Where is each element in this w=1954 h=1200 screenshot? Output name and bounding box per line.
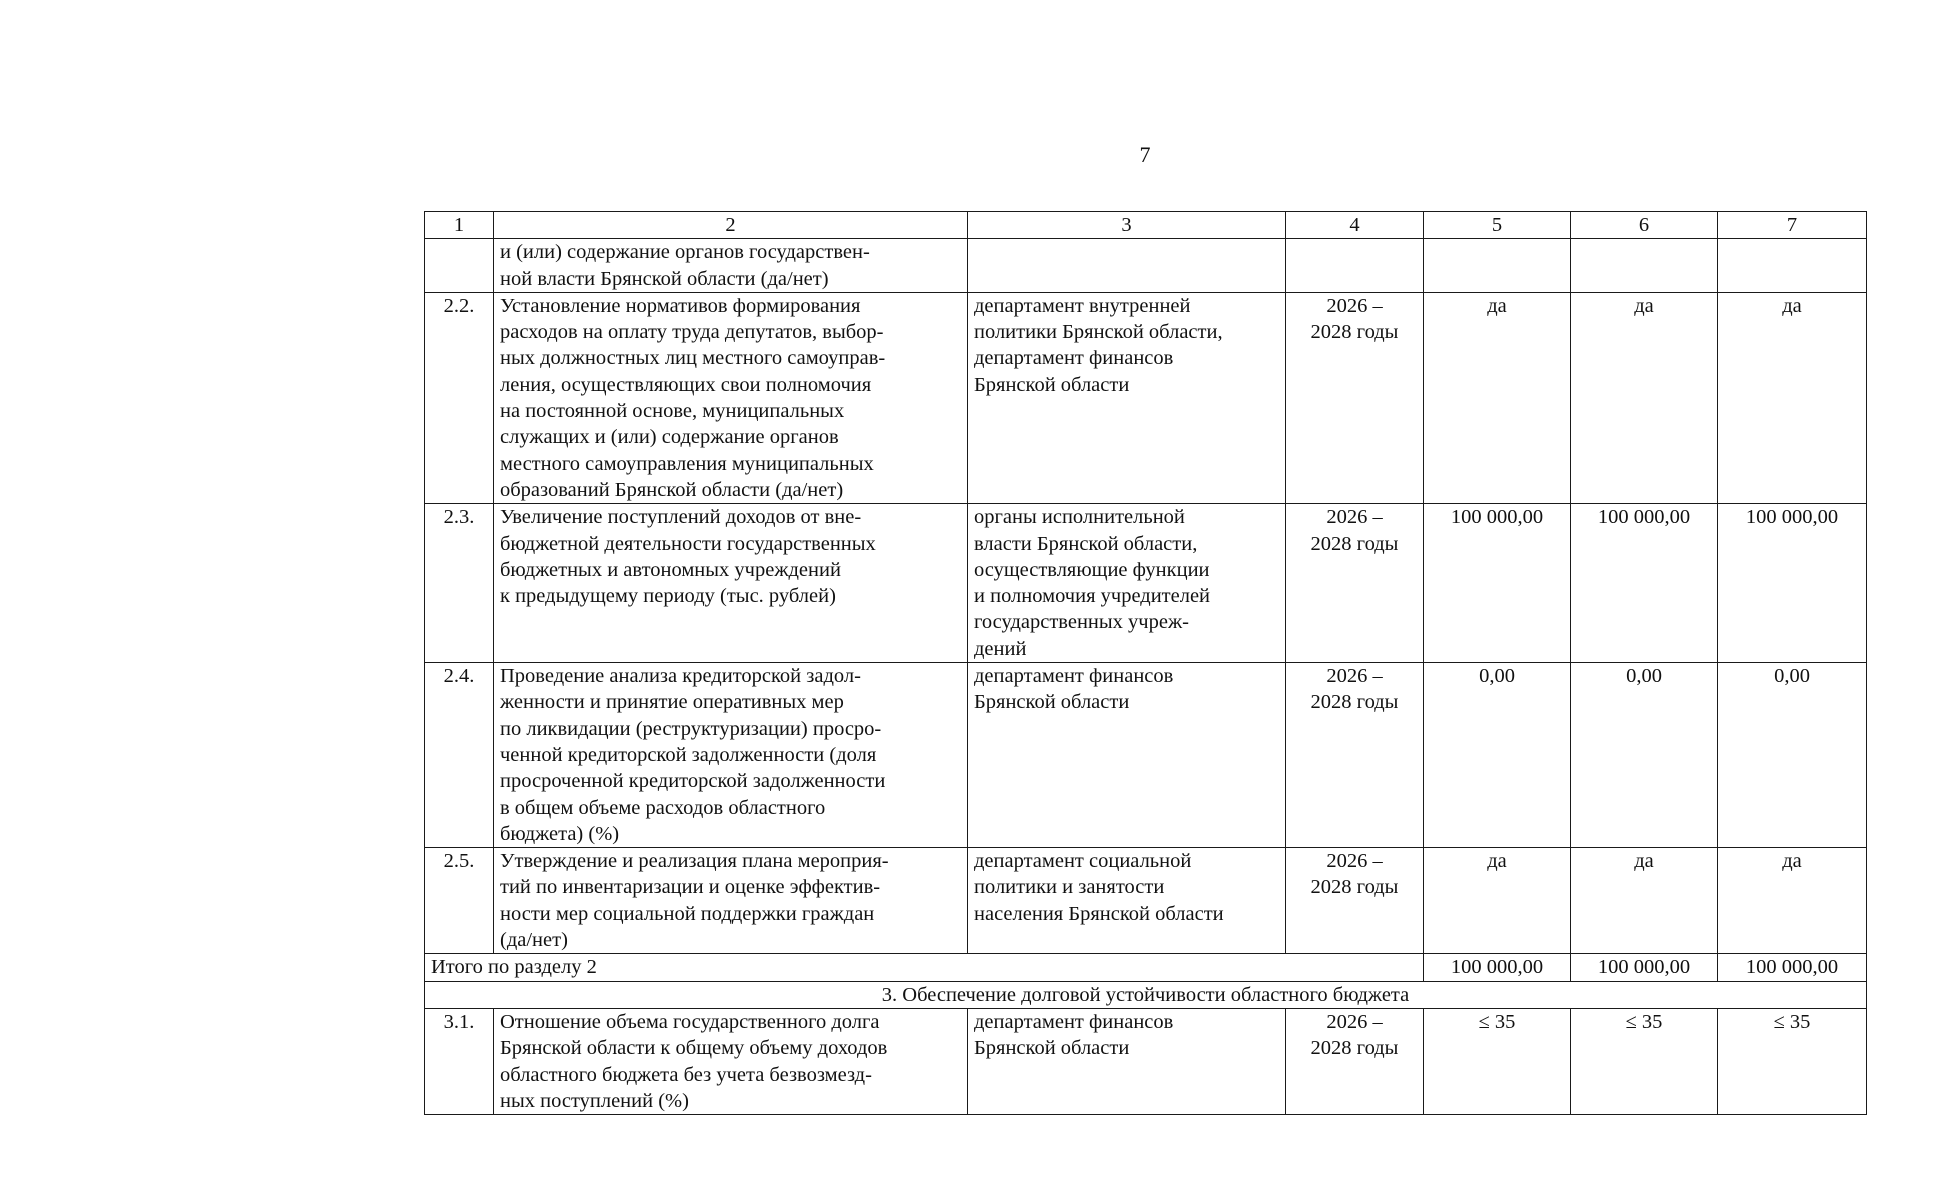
implementation-years: 2026 – 2028 годы <box>1286 663 1424 848</box>
header-cell-7: 7 <box>1718 212 1867 239</box>
value-2027 <box>1571 239 1718 293</box>
row-number: 2.3. <box>425 504 494 663</box>
value-2027: ≤ 35 <box>1571 1008 1718 1114</box>
total-value-2028: 100 000,00 <box>1718 954 1867 981</box>
table-row-2-2 <box>425 292 1867 503</box>
value-2026 <box>1424 239 1571 293</box>
implementation-years: 2026 – 2028 годы <box>1286 504 1424 663</box>
total-value-2027: 100 000,00 <box>1571 954 1718 981</box>
value-2028: да <box>1718 848 1867 954</box>
implementation-years: 2026 – 2028 годы <box>1286 848 1424 954</box>
implementation-years: 2026 – 2028 годы <box>1286 292 1424 503</box>
value-2026: да <box>1424 848 1571 954</box>
header-cell-5: 5 <box>1424 212 1571 239</box>
row-number <box>425 239 494 293</box>
indicator-description: Отношение объема государственного долга Брянской области к общему объему доходов областного бюджета без учета безвозмезд- ных поступлений (%) <box>494 1008 968 1114</box>
section-title: 3. Обеспечение долговой устойчивости областного бюджета <box>425 981 1867 1008</box>
page-number: 7 <box>1139 142 1151 167</box>
row-number: 3.1. <box>425 1008 494 1114</box>
responsible-department: департамент внутренней политики Брянской области, департамент финансов Брянской области <box>968 292 1286 503</box>
value-2028: 100 000,00 <box>1718 504 1867 663</box>
indicator-description: Увеличение поступлений доходов от вне- бюджетной деятельности государственных бюджетных и автономных учреждений к предыдущему периоду (тыс. рублей) <box>494 504 968 663</box>
header-cell-2: 2 <box>494 212 968 239</box>
value-2028: ≤ 35 <box>1718 1008 1867 1114</box>
total-label: Итого по разделу 2 <box>425 954 1424 981</box>
section-3-header-row <box>425 981 1867 1008</box>
header-cell-1: 1 <box>425 212 494 239</box>
responsible-department: департамент финансов Брянской области <box>968 1008 1286 1114</box>
table-header-row <box>425 212 1867 239</box>
indicator-description: и (или) содержание органов государствен- ной власти Брянской области (да/нет) <box>494 239 968 293</box>
value-2027: 100 000,00 <box>1571 504 1718 663</box>
table-row-2-4 <box>425 663 1867 848</box>
value-2026: да <box>1424 292 1571 503</box>
indicator-description: Проведение анализа кредиторской задол- женности и принятие оперативных мер по ликвидации (реструктуризации) просро- ченной кредиторской задолженности (доля просроченной кредиторской задолженности в общем объеме расходов областного бюджета) (%) <box>494 663 968 848</box>
years-cell <box>1286 239 1424 293</box>
value-2028: 0,00 <box>1718 663 1867 848</box>
header-cell-6: 6 <box>1571 212 1718 239</box>
value-2027: да <box>1571 292 1718 503</box>
value-2026: 100 000,00 <box>1424 504 1571 663</box>
table-row-3-1 <box>425 1008 1867 1114</box>
table-row-2-5 <box>425 848 1867 954</box>
document-table <box>424 211 1867 1115</box>
value-2027: да <box>1571 848 1718 954</box>
value-2028 <box>1718 239 1867 293</box>
responsible-department: департамент социальной политики и занятости населения Брянской области <box>968 848 1286 954</box>
responsible-department: департамент финансов Брянской области <box>968 663 1286 848</box>
header-cell-4: 4 <box>1286 212 1424 239</box>
continuation-row <box>425 239 1867 293</box>
table-row-2-3 <box>425 504 1867 663</box>
row-number: 2.4. <box>425 663 494 848</box>
total-row-section-2 <box>425 954 1867 981</box>
value-2028: да <box>1718 292 1867 503</box>
value-2026: ≤ 35 <box>1424 1008 1571 1114</box>
indicator-description: Установление нормативов формирования расходов на оплату труда депутатов, выбор- ных должностных лиц местного самоуправ- ления, осуществляющих свои полномочия на постоянной основе, муниципальных служащих и (или) содержание органов местного самоуправления муниципальных образований Брянской области (да/нет) <box>494 292 968 503</box>
value-2027: 0,00 <box>1571 663 1718 848</box>
header-cell-3: 3 <box>968 212 1286 239</box>
value-2026: 0,00 <box>1424 663 1571 848</box>
responsible-cell <box>968 239 1286 293</box>
indicator-description: Утверждение и реализация плана мероприя- тий по инвентаризации и оценке эффектив- ности мер социальной поддержки граждан (да/нет) <box>494 848 968 954</box>
row-number: 2.5. <box>425 848 494 954</box>
row-number: 2.2. <box>425 292 494 503</box>
implementation-years: 2026 – 2028 годы <box>1286 1008 1424 1114</box>
total-value-2026: 100 000,00 <box>1424 954 1571 981</box>
responsible-department: органы исполнительной власти Брянской области, осуществляющие функции и полномочия учредителей государственных учреж- дений <box>968 504 1286 663</box>
